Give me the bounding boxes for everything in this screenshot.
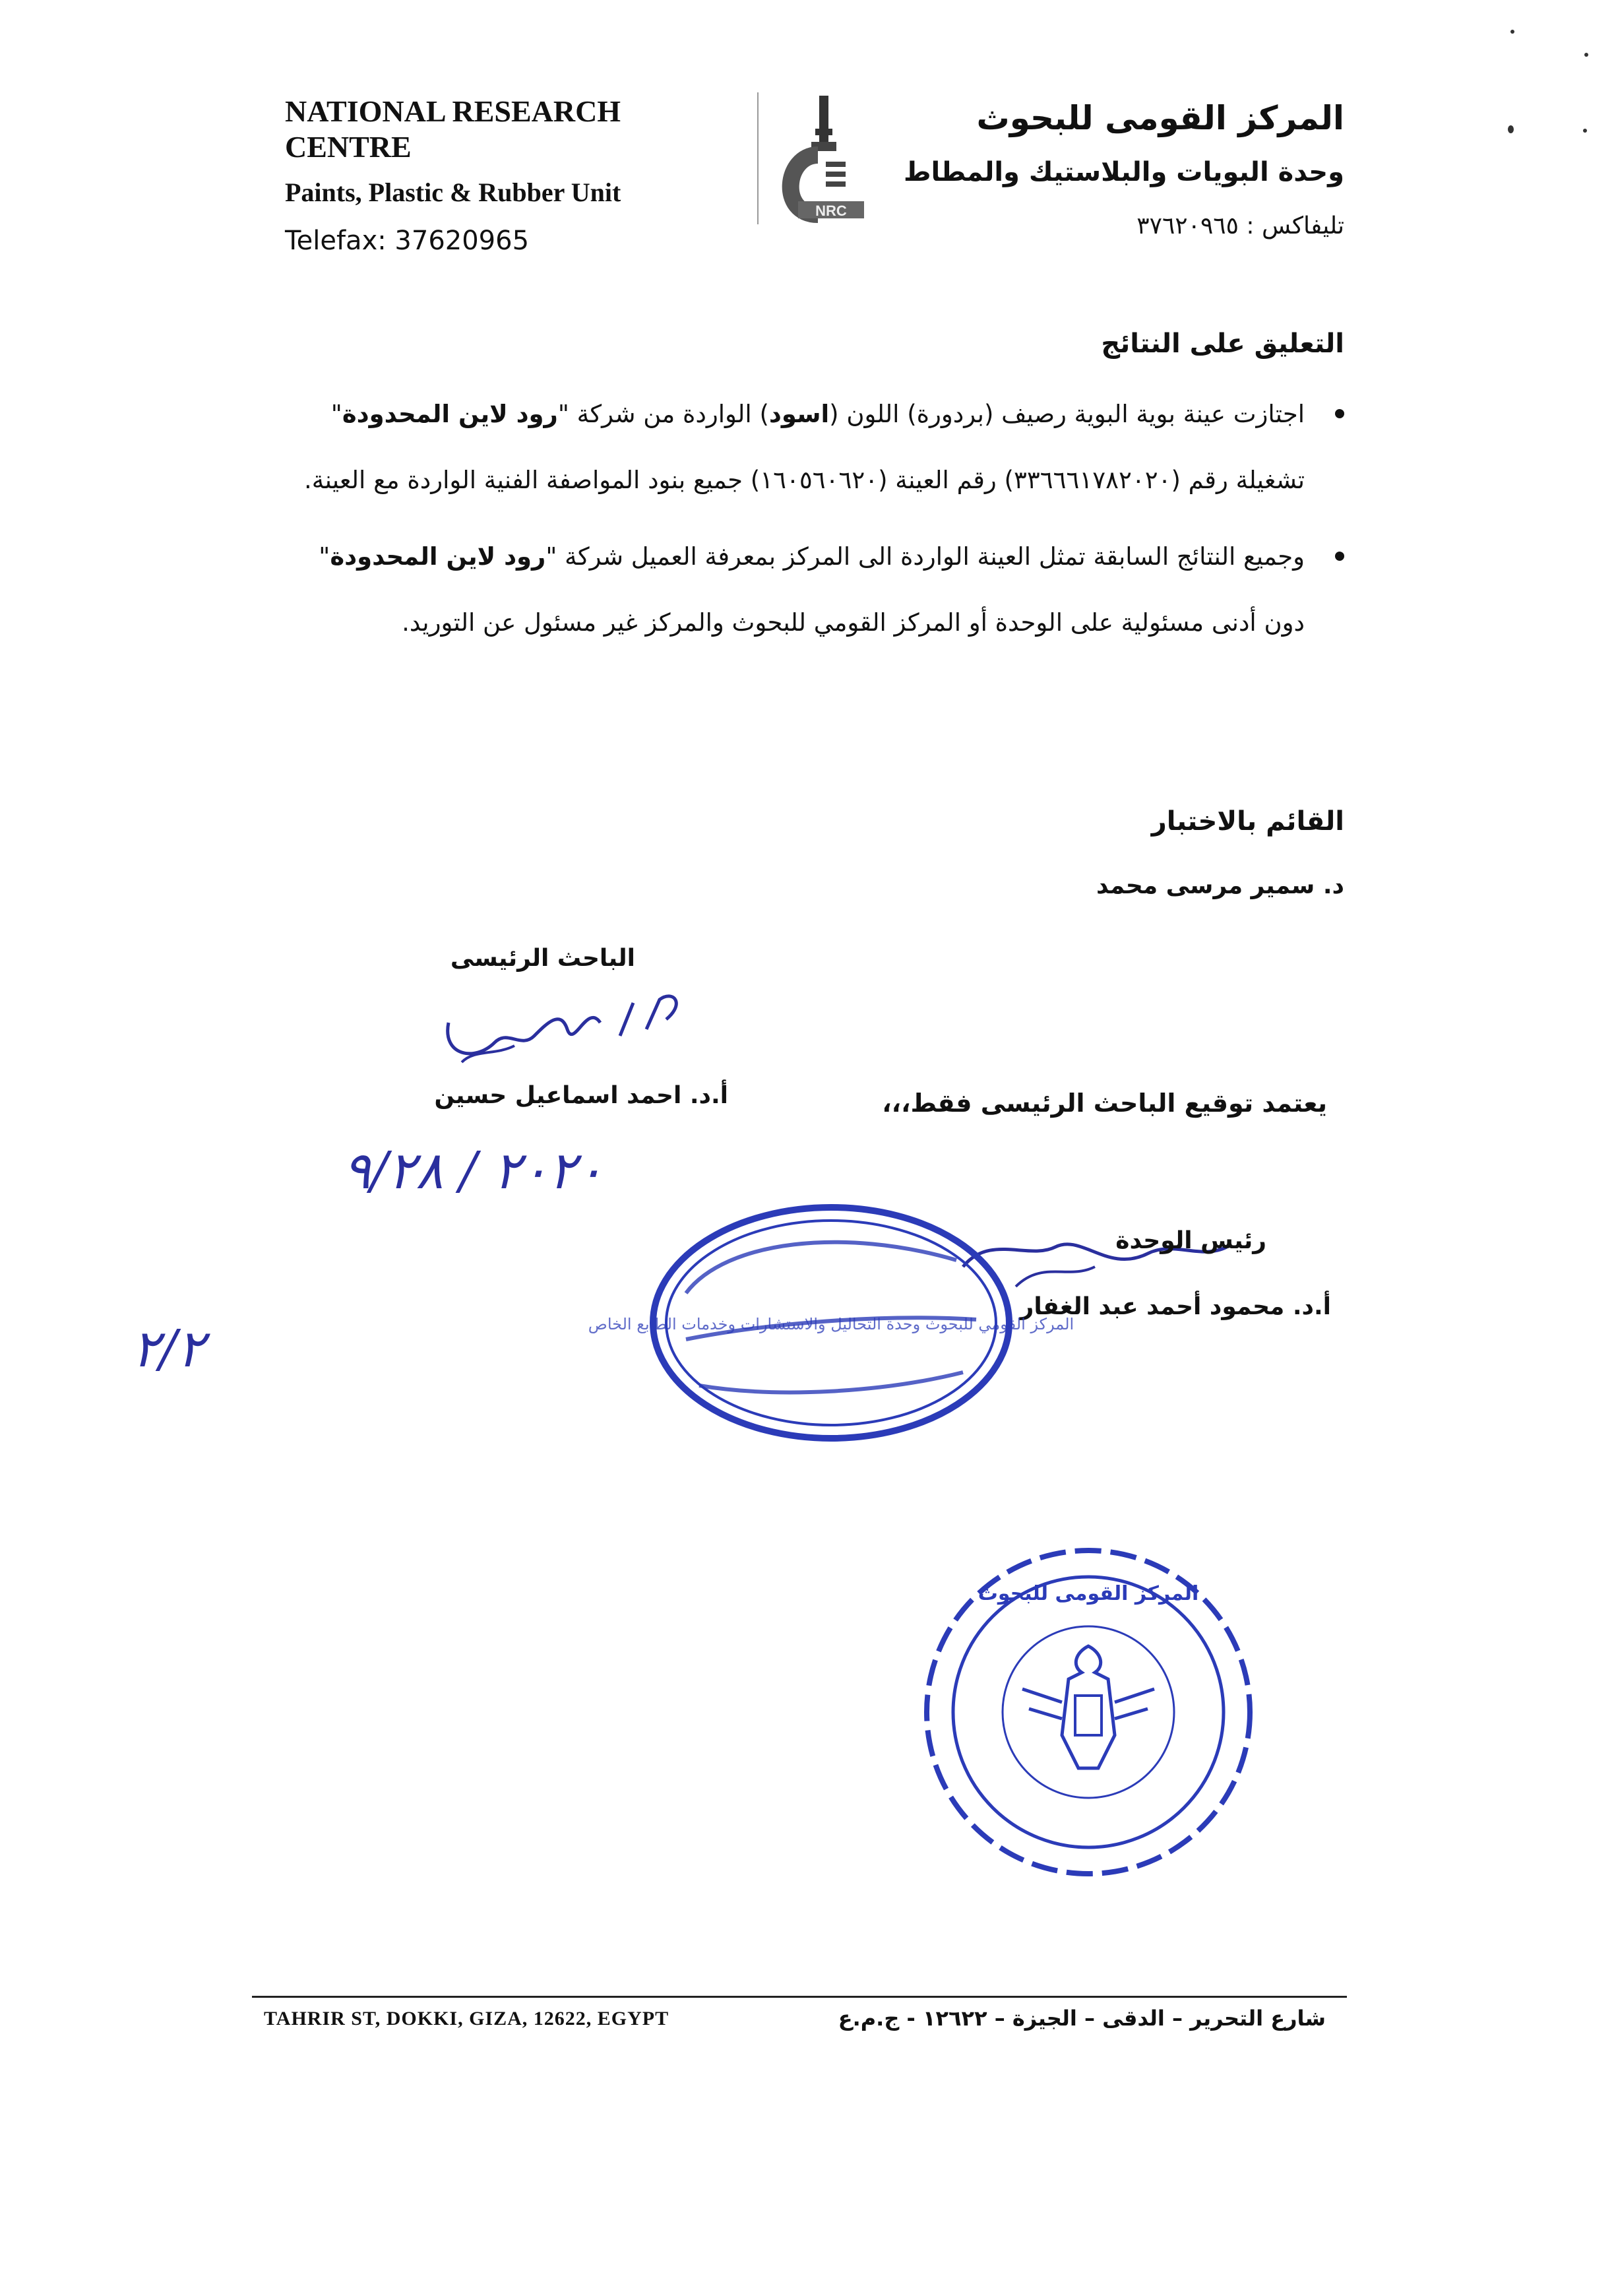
header-divider bbox=[757, 92, 759, 224]
scan-speck bbox=[1583, 129, 1587, 133]
bullet-icon bbox=[1335, 552, 1344, 561]
oval-stamp-text: المركز القومي للبحوث وحدة التحاليل والاستشارات وخدمات الطابع الخاص bbox=[588, 1315, 1074, 1333]
results-heading: التعليق على النتائج bbox=[1101, 329, 1344, 359]
bullet1-text-3: " تشغيلة رقم (٣٣٦٦٦١٧٨٢٠٢٠) رقم العينة (١٦٠٥٦٠٦٢٠) جميع بنود المواصفة الفنية الواردة مع العينة. bbox=[304, 400, 1305, 494]
round-stamp-text: المركز القومى للبحوث bbox=[978, 1582, 1199, 1605]
round-emblem-stamp bbox=[897, 1537, 1280, 1887]
header-ar-unit: وحدة البويات والبلاستيك والمطاط bbox=[903, 157, 1344, 187]
bullet1-color: اسود bbox=[768, 400, 830, 428]
chief-researcher-label: الباحث الرئيسى bbox=[450, 945, 635, 972]
footer-divider bbox=[252, 1996, 1347, 1998]
handwritten-date: ٢٠٢٠ / ٩/٢٨ bbox=[343, 1141, 604, 1201]
scan-speck bbox=[1510, 30, 1514, 34]
tester-label: القائم بالاختبار bbox=[1151, 806, 1344, 837]
header-en-unit: Paints, Plastic & Rubber Unit bbox=[285, 177, 621, 207]
results-bullet-2 bbox=[276, 524, 1344, 656]
chief-researcher-name: أ.د. احمد اسماعيل حسين bbox=[434, 1082, 728, 1109]
header-en-title-line1: NATIONAL RESEARCH bbox=[285, 94, 621, 128]
scan-speck bbox=[1508, 125, 1514, 133]
bullet-icon bbox=[1335, 409, 1344, 418]
scan-speck bbox=[1584, 53, 1588, 57]
header-en-title bbox=[285, 94, 621, 165]
oval-stamp bbox=[588, 1201, 1074, 1445]
header-ar-telefax: تليفاكس : ٣٧٦٢٠٩٦٥ bbox=[1136, 212, 1344, 239]
handwritten-page-number: ٢/٢ bbox=[132, 1320, 205, 1379]
bullet1-text-1: اجتازت عينة بوية البوية رصيف (بردورة) اللون ( bbox=[829, 400, 1305, 428]
unit-head-label: رئيس الوحدة bbox=[1115, 1227, 1266, 1254]
results-list bbox=[276, 381, 1344, 656]
approval-note: يعتمد توقيع الباحث الرئيسى فقط،،، bbox=[882, 1089, 1327, 1118]
results-body bbox=[276, 381, 1344, 656]
bullet1-text-2: ) الواردة من شركة " bbox=[557, 400, 769, 428]
results-bullet-1 bbox=[276, 381, 1344, 513]
chief-signature bbox=[435, 983, 712, 1082]
bullet2-company: رود لاين المحدودة bbox=[330, 542, 546, 571]
logo-text: NRC bbox=[815, 203, 847, 219]
footer-en-address: TAHRIR ST, DOKKI, GIZA, 12622, EGYPT bbox=[264, 2008, 669, 2029]
header-ar-title: المركز القومى للبحوث bbox=[976, 99, 1344, 137]
tester-name: د. سمير مرسى محمد bbox=[1096, 872, 1344, 899]
bullet1-company: رود لاين المحدودة bbox=[342, 400, 558, 428]
nrc-logo bbox=[772, 89, 877, 224]
unit-head-name: أ.د. محمود أحمد عبد الغفار bbox=[1020, 1293, 1331, 1320]
bullet2-text-2: " دون أدنى مسئولية على الوحدة أو المركز القومي للبحوث والمركز غير مسئول عن التوريد. bbox=[319, 542, 1305, 637]
footer-ar-address: شارع التحرير – الدقى – الجيزة – ١٢٦٢٢ - ج.م.ع bbox=[838, 2006, 1326, 2031]
header-en-telefax: Telefax: 37620965 bbox=[285, 226, 530, 256]
bullet2-text-1: وجميع النتائج السابقة تمثل العينة الواردة الى المركز بمعرفة العميل شركة " bbox=[545, 542, 1305, 571]
header-en-title-line2: CENTRE bbox=[285, 130, 412, 164]
